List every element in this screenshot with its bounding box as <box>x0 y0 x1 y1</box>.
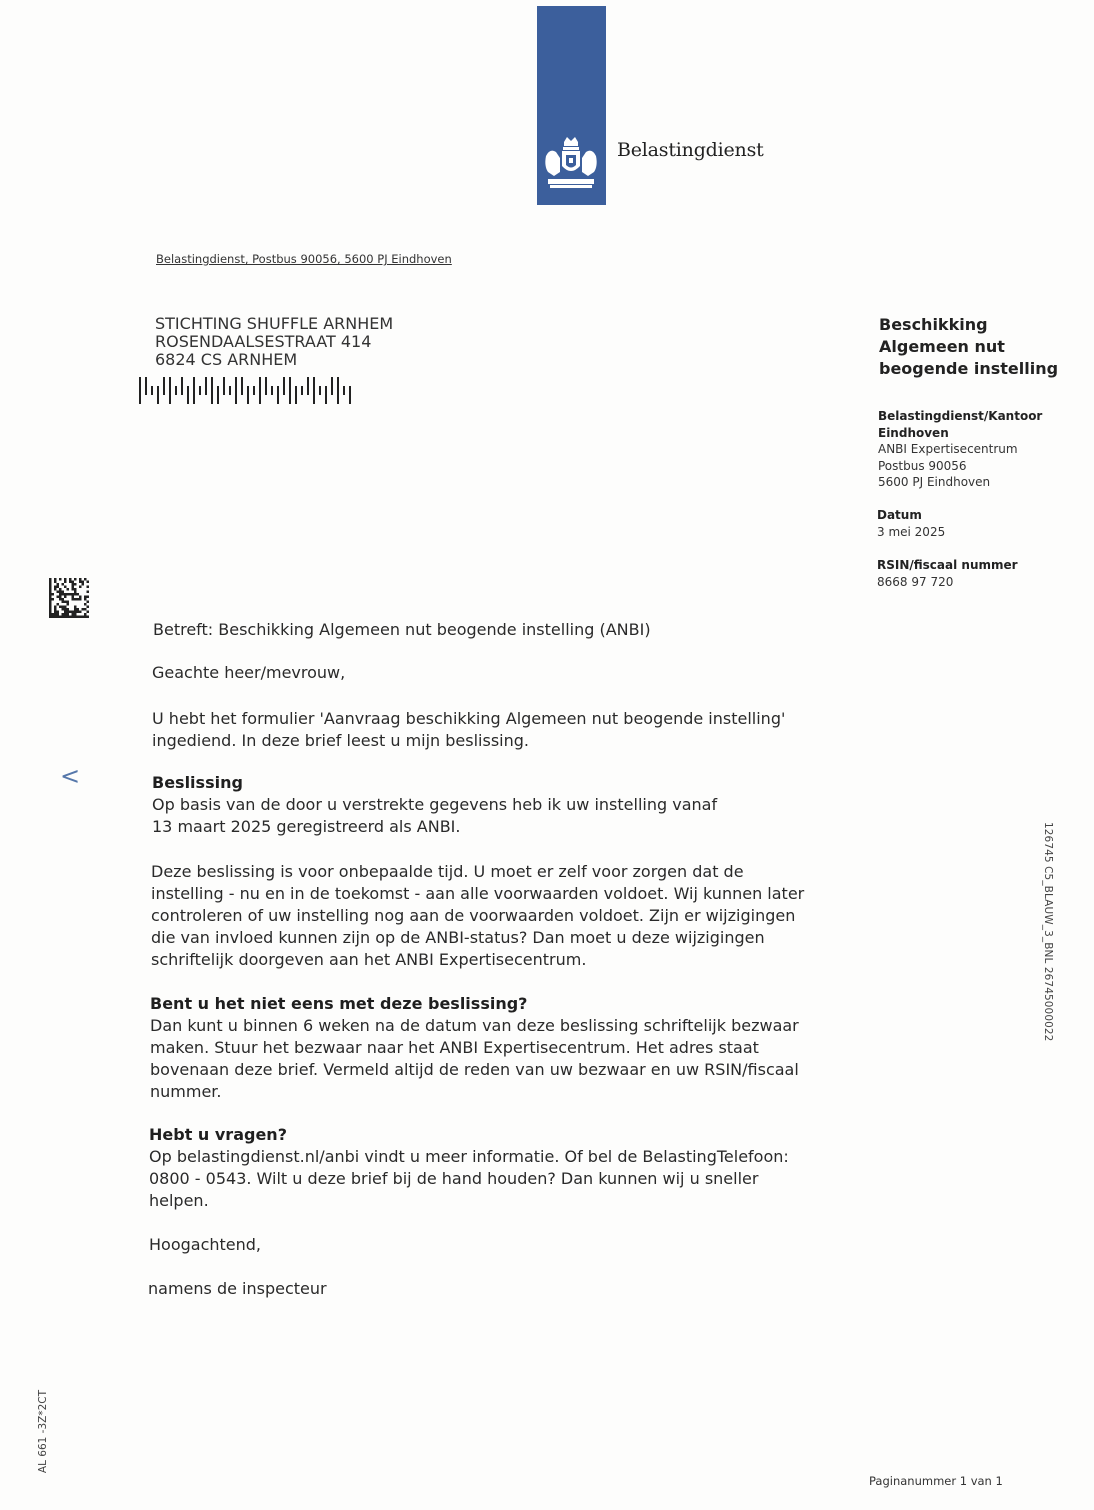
paragraph-line: bovenaan deze brief. Vermeld altijd de reden van uw bezwaar en uw RSIN/fiscaal <box>150 1060 799 1079</box>
rsin-value: 8668 97 720 <box>877 574 954 589</box>
validity-paragraph <box>151 861 804 971</box>
paragraph-line: schriftelijk doorgeven aan het ANBI Expertisecentrum. <box>151 950 587 969</box>
signature-line: namens de inspecteur <box>148 1279 327 1298</box>
paragraph-line: maken. Stuur het bezwaar naar het ANBI Expertisecentrum. Het adres staat <box>150 1038 759 1057</box>
coat-of-arms-icon <box>542 136 600 190</box>
section-heading: Hebt u vragen? <box>149 1125 287 1144</box>
recipient-city: 6824 CS ARNHEM <box>155 350 298 369</box>
section-bezwaar <box>150 993 799 1103</box>
datamatrix-code <box>49 578 89 618</box>
postal-barcode <box>139 377 355 405</box>
page-number: Paginanummer 1 van 1 <box>869 1474 1003 1488</box>
form-code: AL 661 -3Z*2CT <box>37 1390 49 1474</box>
paragraph-line: 13 maart 2025 geregistreerd als ANBI. <box>152 817 461 836</box>
paragraph-line: nummer. <box>150 1082 222 1101</box>
sender-block <box>878 408 1042 491</box>
recipient-street: ROSENDAALSESTRAAT 414 <box>155 332 372 351</box>
paragraph-line: U hebt het formulier 'Aanvraag beschikking Algemeen nut beogende instelling' <box>152 709 786 728</box>
section-vragen <box>149 1124 789 1212</box>
margin-mark: < <box>60 762 81 790</box>
document-title-line: Algemeen nut <box>879 337 1005 356</box>
sender-office-city: Eindhoven <box>878 425 949 440</box>
return-address: Belastingdienst, Postbus 90056, 5600 PJ Eindhoven <box>156 252 452 266</box>
intro-paragraph <box>152 708 785 752</box>
date-label: Datum <box>877 508 922 522</box>
sender-dept: ANBI Expertisecentrum <box>878 442 1018 456</box>
logo-bar <box>537 6 606 205</box>
paragraph-line: die van invloed kunnen zijn op de ANBI-status? Dan moet u deze wijzigingen <box>151 928 765 947</box>
paragraph-line: Dan kunt u binnen 6 weken na de datum van deze beslissing schriftelijk bezwaar <box>150 1016 799 1035</box>
section-heading: Beslissing <box>152 773 243 792</box>
salutation: Geachte heer/mevrouw, <box>152 663 346 682</box>
document-title-line: beogende instelling <box>879 359 1059 378</box>
paragraph-line: instelling - nu en in de toekomst - aan alle voorwaarden voldoet. Wij kunnen later <box>151 884 805 903</box>
section-heading: Bent u het niet eens met deze beslissing? <box>150 994 528 1013</box>
document-title-line: Beschikking <box>879 315 988 334</box>
sender-postbus: Postbus 90056 <box>878 458 967 473</box>
document-title <box>879 314 1058 380</box>
section-beslissing <box>152 772 717 838</box>
paragraph-line: ingediend. In deze brief leest u mijn beslissing. <box>152 731 529 750</box>
recipient-name: STICHTING SHUFFLE ARNHEM <box>155 314 394 333</box>
date-block <box>877 507 945 540</box>
paragraph-line: Op basis van de door u verstrekte gegevens heb ik uw instelling vanaf <box>152 795 718 814</box>
sender-office: Belastingdienst/Kantoor <box>878 409 1043 423</box>
subject-line: Betreft: Beschikking Algemeen nut beogende instelling (ANBI) <box>153 620 651 639</box>
rsin-label: RSIN/fiscaal nummer <box>877 558 1018 572</box>
paragraph-line: Op belastingdienst.nl/anbi vindt u meer informatie. Of bel de BelastingTelefoon: <box>149 1147 789 1166</box>
date-value: 3 mei 2025 <box>877 524 946 539</box>
sender-postcode-city: 5600 PJ Eindhoven <box>878 475 991 489</box>
paragraph-line: controleren of uw instelling nog aan de voorwaarden voldoet. Zijn er wijzigingen <box>151 906 796 925</box>
paragraph-line: helpen. <box>149 1191 209 1210</box>
brand-name: Belastingdienst <box>617 139 764 161</box>
paragraph-line: 0800 - 0543. Wilt u deze brief bij de hand houden? Dan kunnen wij u sneller <box>149 1169 759 1188</box>
paragraph-line: Deze beslissing is voor onbepaalde tijd. U moet er zelf voor zorgen dat de <box>151 862 744 881</box>
rsin-block <box>877 557 1018 590</box>
closing: Hoogachtend, <box>149 1235 262 1254</box>
side-code: 126745 C5_BLAUW_3_BNL 26745000022 <box>1042 822 1054 1042</box>
recipient-address <box>155 315 393 369</box>
